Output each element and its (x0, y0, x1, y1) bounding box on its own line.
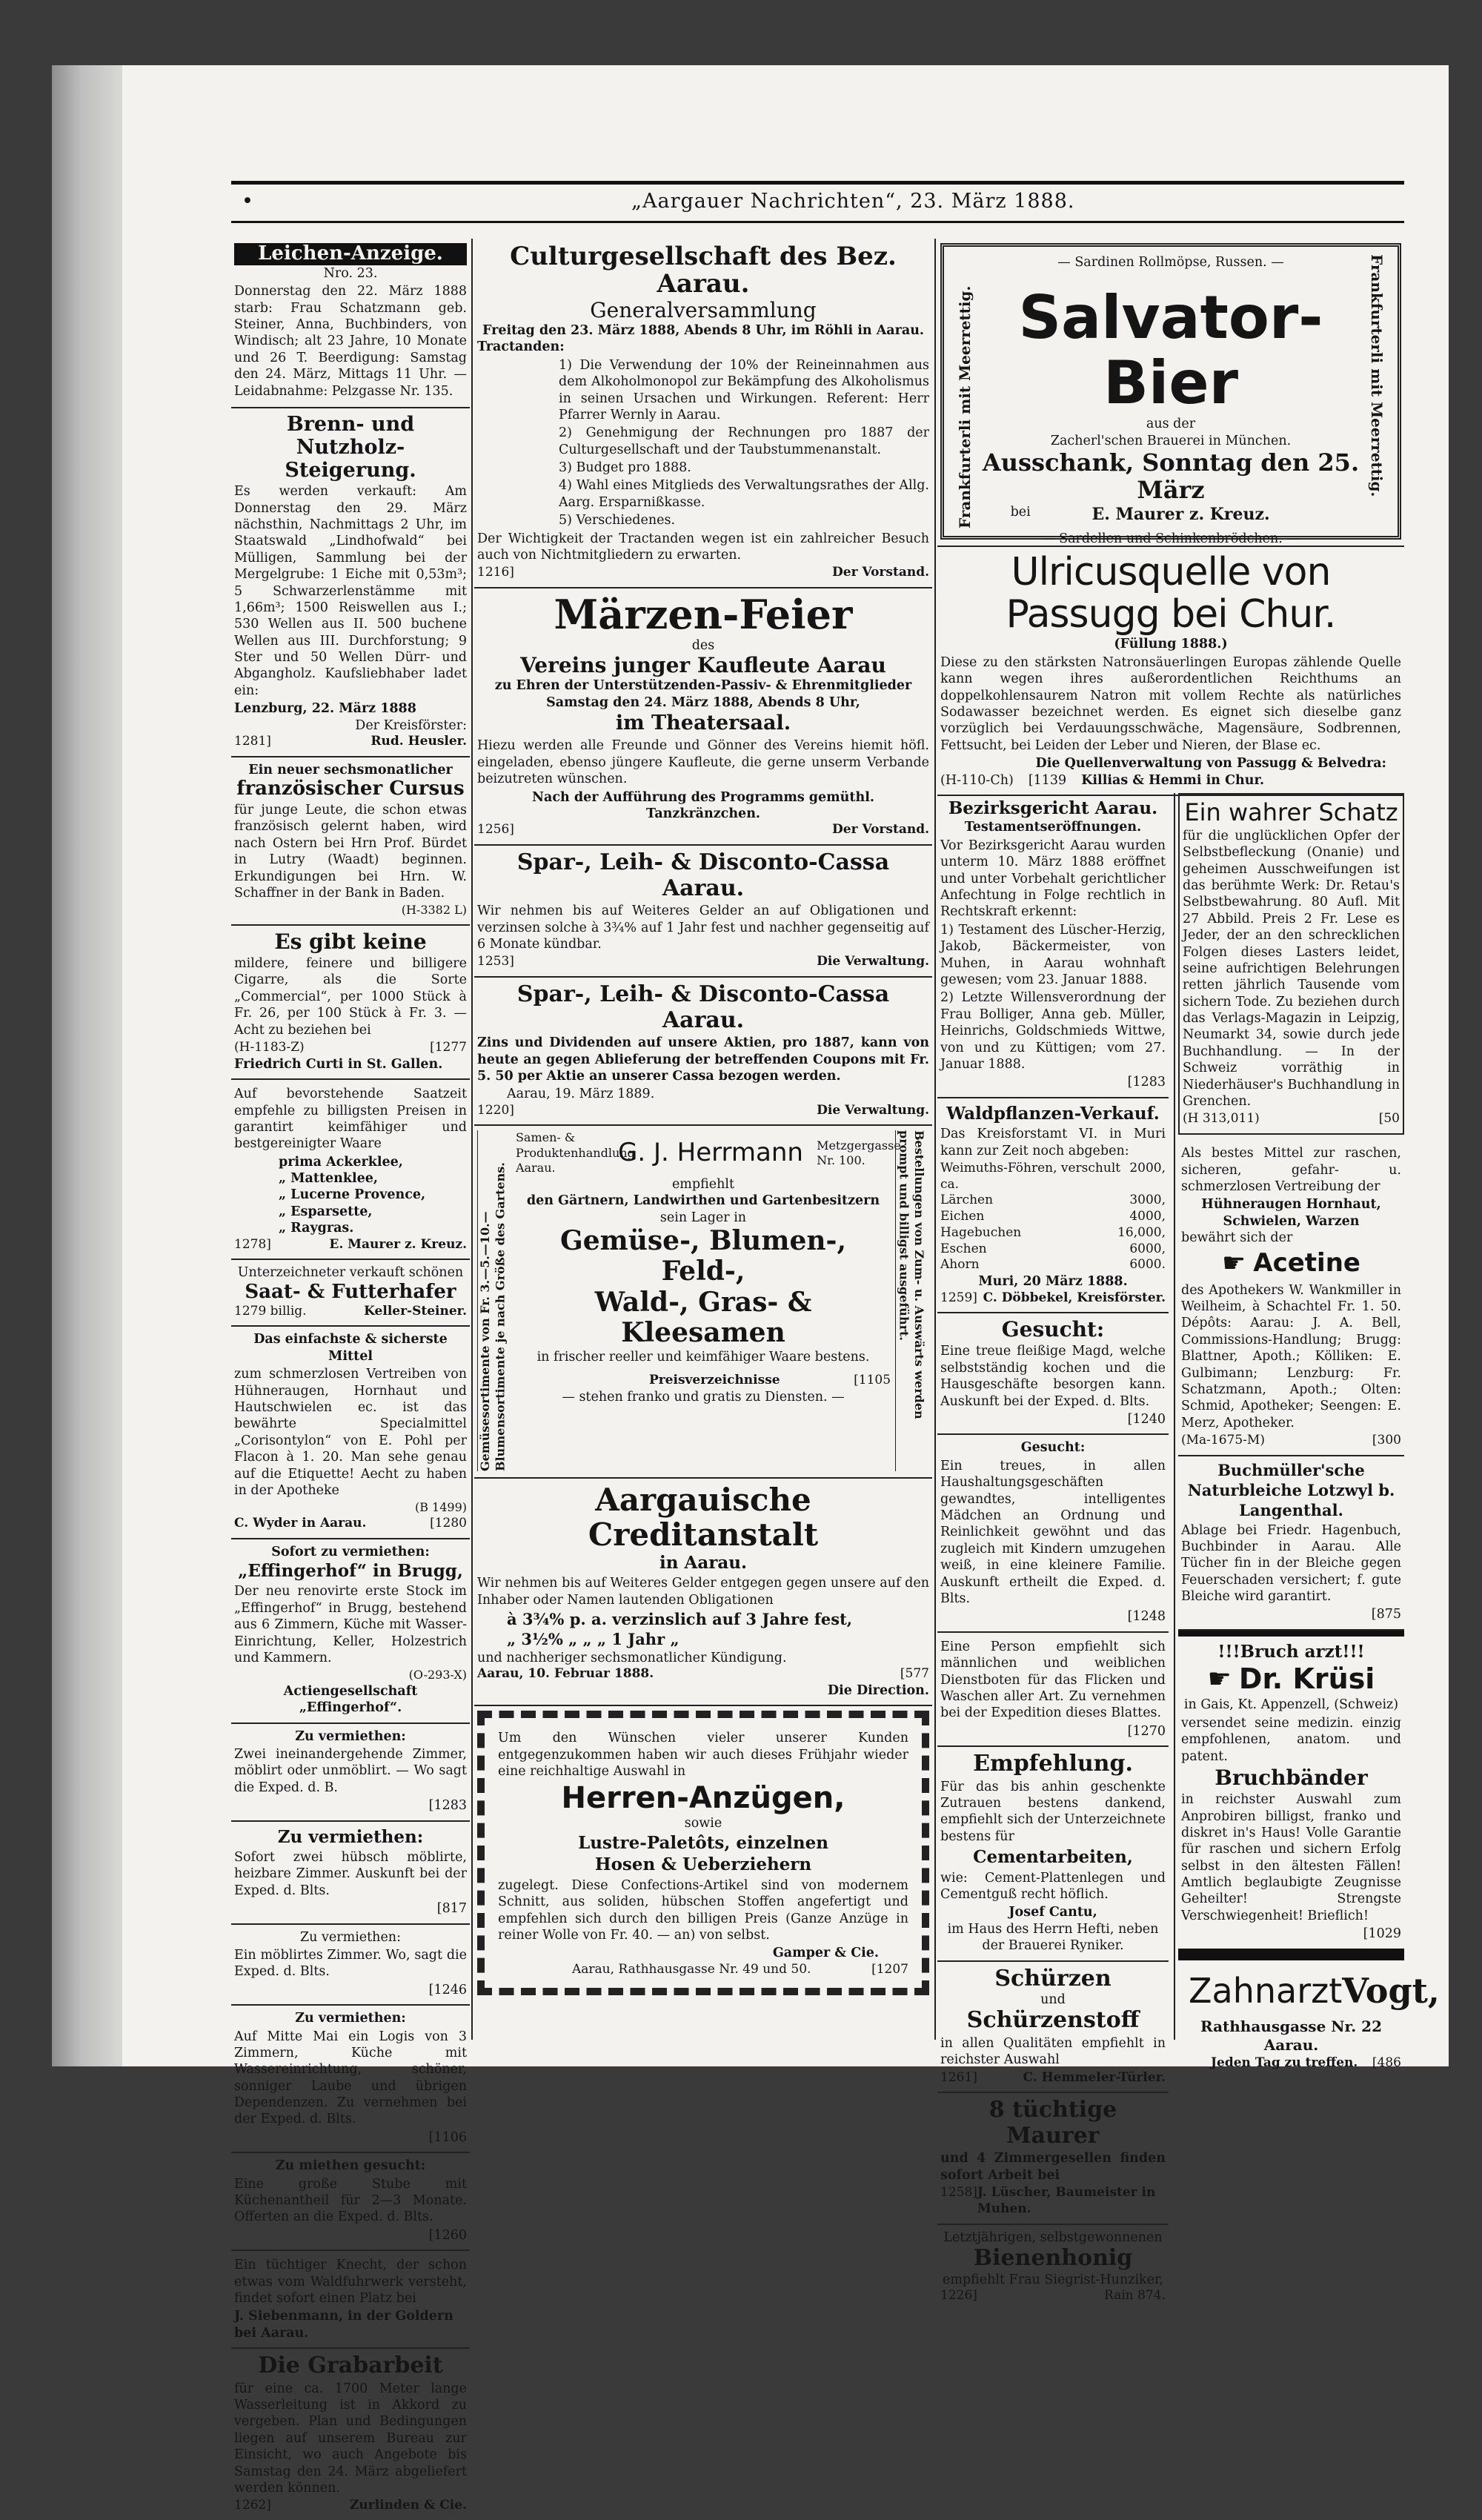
gamper-number: [1207 (871, 1961, 908, 1977)
zahnarzt-number: [486 (1372, 2055, 1401, 2070)
wald-row-value: 2000, (1129, 1160, 1166, 1176)
pointing-hand-icon: ☛ (1222, 1247, 1246, 1279)
ad-waldpflanzen (937, 1098, 1169, 1314)
herrmann-name: G. J. Herrmann (618, 1138, 803, 1168)
column-rule-1 (471, 239, 473, 2040)
acetine-intro: Als bestes Mittel zur raschen, sicheren, gefahr- u. schmerzlosen Vertreibung der (1181, 1146, 1401, 1194)
brenn-name: Rud. Heusler. (370, 734, 467, 749)
leichen-text: Donnerstag den 22. März 1888 starb: Frau Schatzmann geb. Steiner, Anna, Buchbinders, von Windisch; alt 23 Jahre, 10 Monate und 26 T. Beerdigung: Samstag den 24. März, Mittags 11 Uhr. — Leidabnahme: Pelzgasse Nr. 135. (234, 284, 467, 399)
salvator-side-left: Frankfurterli mit Meerrettig. (956, 285, 974, 528)
ulricus-subtitle: (Füllung 1888.) (1114, 637, 1228, 652)
cultur-item: 2) Genehmigung der Rechnungen pro 1887 der Culturgesellschaft und der Taubstummenanstalt. (559, 425, 929, 457)
grab-text: für eine ca. 1700 Meter lange Wasserleitung ist in Akkord zu vergeben. Plan und Bedingungen liegen auf unserem Bureau zur Einsicht, wo auch Angebote bis Samstag den 24. März abgeliefert werden können. (234, 2381, 467, 2496)
ad-salvator (937, 239, 1404, 547)
mittel-code: (B 1499) (414, 1500, 467, 1515)
herrmann-side-right: Bestellungen von Zum- u. Auswärts werden prompt und billigst ausgeführt. (895, 1130, 929, 1471)
gamper-intro: Um den Wünschen vieler unserer Kunden entgegenzukommen haben wir auch dieses Frühjahr wieder eine reichhaltige Auswahl in (498, 1731, 908, 1780)
maerzen-verein: Vereins junger Kaufleute Aarau (520, 652, 886, 677)
credit-rate-2: „ 3½% „ „ „ 1 Jahr „ (507, 1629, 679, 1648)
cultur-item: 1) Die Verwendung der 10% der Reineinnahmen aus dem Alkoholmonopol zur Bekämpfung des Alkoholismus in seinen Ursachen und Wirkungen. Referent: Herr Pfarrer Wernly in Aarau. (559, 357, 929, 422)
effinger-title: Sofort zu vermiethen: (271, 1544, 430, 1559)
bezirk-title: Bezirksgericht Aarau. (948, 798, 1158, 818)
magd-title: Gesucht: (1001, 1317, 1105, 1342)
salvator-event: Ausschank, Sonntag den 25. März (982, 448, 1360, 504)
acetine-number: [300 (1372, 1433, 1401, 1448)
schuerzen-name: C. Hemmeler-Türler. (1023, 2069, 1166, 2085)
maurer-number: 1258] (940, 2185, 977, 2201)
credit-place: Aarau, 10. Februar 1888. (477, 1666, 654, 1682)
schuerzen-title: Schürzen (994, 1965, 1112, 1992)
cultur-note: Der Wichtigkeit der Tractanden wegen ist ein zahlreicher Besuch auch von Nichtmitgliedern zu erwarten. (477, 531, 929, 563)
brenn-place: Lenzburg, 22. März 1888 (234, 701, 416, 717)
cultur-item: 4) Wahl eines Mitglieds des Verwaltungsrathes der Allg. Aarg. Ersparnißkasse. (559, 478, 929, 510)
maurer-title: 8 tüchtige Maurer (988, 2097, 1117, 2149)
maerzen-text: Hiezu werden alle Freunde und Gönner des Vereins hiemit höfl. eingeladen, ebenso jüngere Kaufleute, die gerne unserm Verbande beizutreten wünschen. (477, 738, 929, 787)
salvator-top: — Sardinen Rollmöpse, Russen. — (1057, 255, 1284, 270)
effinger-subtitle: „Effingerhof“ in Brugg, (238, 1560, 463, 1581)
magd-number: [1240 (1127, 1412, 1166, 1428)
credit-after: und nachheriger sechsmonatlicher Kündigung. (477, 1650, 787, 1665)
gamper-chain-frame (477, 1711, 929, 1995)
herrmann-right-top: Metzgergasse Nr. 100. (817, 1138, 901, 1168)
cultur-item: 3) Budget pro 1888. (559, 460, 691, 476)
magd-text: Eine treue fleißige Magd, welche selbstständig kochen und die Hausgeschäfte besorgen kann. Auskunft bei der Exped. d. Blts. (940, 1344, 1166, 1409)
bezirk-text: Vor Bezirksgericht Aarau wurden unterm 10. März 1888 eröffnet und unter Vorbehalt gerichtlicher Anfechtung in Folge rechtlich in Rechtskraft erkennt: (940, 838, 1166, 920)
herrmann-seeds-1: Gemüse-, Blumen-, Feld-, (559, 1225, 846, 1287)
cigarre-text: mildere, feinere und billigere Cigarre, als die Sorte „Commercial“, per 1000 Stück à Fr. 26, per 100 Stück à Fr. 3. — Acht zu beziehen bei (234, 956, 467, 1038)
empf-sub: Cementarbeiten, (973, 1847, 1133, 1868)
spar2-number: 1220] (477, 1102, 514, 1118)
acetine-text: des Apothekers W. Wankmiller in Weilheim, à Schachtel Fr. 1. 50. Dépôts: Aarau: J. A. Bell, Commissions-Handlung; Brugg: Blattner, Apoth.; Kölliken: E. Gulbimann; Lenzburg: Fr. Schatzmann, Apoth.; Olten: Schmid, Apotheker; Seengen: E. Merz, Apotheker. (1181, 1282, 1401, 1430)
grab-number: 1262] (234, 2498, 271, 2513)
verm2-title: Zu vermiethen: (277, 1826, 424, 1847)
header-rule-top (231, 181, 1404, 185)
honig-title: Bienenhonig (973, 2245, 1133, 2272)
credit-number: [577 (900, 1666, 929, 1682)
ulricus-code: (H-110-Ch) (940, 772, 1014, 788)
spar2-place: Aarau, 19. März 1889. (507, 1087, 655, 1102)
brenn-text: Es werden verkauft: Am Donnerstag den 29. März nächsthin, Nachmittags 2 Uhr, im Staatswald „Lindhofwald“ bei Mülligen, Sammlung bei der Mergelgrube: 1 Eiche mit 0,53m³; 5 Schwarzerlenstämme mit 1,66m³; 1500 Reiswellen aus I.; 530 Wellen aus II. 500 buchene Wellen aus III. Durchforstung; 9 Ster und 50 Wellen Dürr- und Abgangholz. Kaufsliebhaber ladet ein: (234, 484, 467, 698)
schuerzen-und: und (1040, 1992, 1066, 2008)
saatzeit-item: „ Lucerne Provence, (279, 1187, 426, 1203)
spar1-text: Wir nehmen bis auf Weiteres Gelder an auf Obligationen und verzinsen solche à 3¾% auf 1 Jahr fest und nachher gegenseitig auf 6 Monate kündbar. (477, 903, 929, 952)
schuerzen-number: 1261] (940, 2069, 977, 2085)
ad-empfehlung (937, 1747, 1169, 1961)
maedchen-text: Ein treues, in allen Haushaltungsgeschäften gewandtes, intelligentes Mädchen an Ordnung und Reinlichkeit gewöhnt und das zugleich mit Kindern umzugehen weiß, in eine kleinere Familie. Auskunft ertheilt die Exped. d. Blts. (940, 1458, 1166, 1606)
honig-address: Rain 874. (1104, 2288, 1166, 2304)
ad-effingerhof (231, 1539, 470, 1724)
column-rule-2 (934, 239, 936, 2040)
mittel-text: zum schmerzlosen Vertreiben von Hühneraugen, Hornhaut und Hautschwielen ec. ist das bewährte Specialmittel „Corisontylon“ von E. Pohl per Flacon à 1. 20. Man sehe genau auf die Etiquette! Aecht zu haben in der Apotheke (234, 1367, 467, 1498)
hafer-intro: Unterzeichneter verkauft schönen (237, 1265, 464, 1281)
nachfrage-text: Eine Person empfiehlt sich männlichen und weiblichen Dienstboten für das Flicken und Waschen aller Art. Zu vernehmen bei der Expedition dieses Blattes. (940, 1639, 1166, 1721)
cursus-title: französischer Cursus (236, 777, 465, 800)
wald-row-value: 3000, (1129, 1193, 1166, 1208)
saatzeit-number: 1278] (234, 1236, 271, 1252)
hafer-name: Keller-Steiner. (364, 1303, 467, 1319)
cursus-intro: Ein neuer sechsmonatlicher (248, 762, 453, 777)
gamper-address: Aarau, Rathhausgasse Nr. 49 und 50. (572, 1961, 811, 1977)
kruesi-title: Bruchbänder (1214, 1765, 1368, 1790)
ad-bruchbaender (1178, 1631, 1404, 1954)
effinger-text: Der neu renovirte erste Stock im „Effingerhof“ in Brugg, bestehend aus 6 Zimmern, Küche mit Wasser-Einrichtung, Keller, Holzestrich und Kammern. (234, 1584, 467, 1665)
maerzen-des: des (691, 637, 715, 653)
wald-name: C. Döbbekel, Kreisförster. (983, 1290, 1166, 1305)
credit-signer: Die Direction. (827, 1682, 929, 1698)
ad-grabarbeit (231, 2349, 470, 2520)
kruesi-text-2: in reichster Auswahl zum Anprobiren billigst, franko und diskret in's Haus! Volle Garantie für raschen und sichern Erfolg selbst in den ältesten Fällen! Amtlich beglaubigte Zeugnisse Geheilter! Strengste Verschwiegenheit! Brieflich! (1181, 1792, 1401, 1923)
ad-leichen (231, 239, 470, 408)
maerzen-number: 1256] (477, 822, 514, 838)
salvator-bottom: — Sardellen und Schinkenbrödchen. — (1042, 531, 1300, 546)
column-1 (231, 239, 470, 2520)
column-rule-3 (1174, 793, 1175, 2040)
verm1-number: [1283 (428, 1798, 467, 1814)
column-3 (937, 793, 1169, 2310)
grab-name: Zurlinden & Cie. (350, 2498, 467, 2513)
ad-bienenhonig (937, 2225, 1169, 2310)
credit-place-title: in Aarau. (659, 1552, 747, 1573)
ad-mittel (231, 1327, 470, 1539)
gamper-name: Gamper & Cie. (772, 1946, 879, 1961)
salvator-host: E. Maurer z. Kreuz. (1091, 504, 1270, 524)
kruesi-top: !!!Bruch arzt!!! (1217, 1641, 1365, 1662)
pointing-hand-icon: ☛ (1207, 1664, 1232, 1695)
ad-zu-miethen-gesucht (231, 2153, 470, 2251)
acetine-sub: Hühneraugen Hornhaut, Schwielen, Warzen (1201, 1197, 1381, 1229)
empf-address: im Haus des Herrn Hefti, neben der Brauerei Ryniker. (947, 1921, 1159, 1954)
empf-text: Für das bis anhin geschenkte Zutrauen bestens dankend, empfiehlt sich der Unterzeichnete bestens für (940, 1779, 1166, 1844)
ulricus-text: Diese zu den stärksten Natronsäuerlingen Europas zählende Quelle kann wegen ihres außerordentlichen Reichthums an doppelkohlensaurem Natron mit vollem Rechte als natürliches Sodawasser bezeichnet werden. Es eignet sich dieselbe ganz vorzüglich bei Verdauungsschwäche, Magensäure, Sodbrennen, Fettsucht, bei Leiden der Leber und Nieren, der Blase ec. (940, 654, 1401, 753)
hafer-number: 1279 billig. (234, 1303, 307, 1319)
newspaper-header (231, 190, 1404, 219)
cursus-code: (H-3382 L) (401, 903, 467, 918)
ad-herrmann (474, 1126, 932, 1479)
saatzeit-text: Auf bevorstehende Saatzeit empfehle zu billigsten Preisen in garantirt keimfähiger und bestgereinigter Waare (234, 1087, 467, 1152)
saatzeit-item: „ Mattenklee, (279, 1171, 379, 1187)
maurer-text: und 4 Zimmergesellen finden sofort Arbeit bei (940, 2151, 1166, 2183)
gamper-line-1: Lustre-Paletôts, einzelnen (578, 1832, 828, 1853)
schatz-code: (H 313,011) (1183, 1111, 1260, 1127)
credit-title: Aargauische Creditanstalt (588, 1482, 819, 1553)
maedchen-title: Gesucht: (1020, 1440, 1086, 1456)
effinger-code: (O-293-X) (408, 1668, 467, 1682)
ad-naturbleiche (1178, 1456, 1404, 1631)
gamper-sowie: sowie (684, 1816, 722, 1831)
salvator-title: Salvator-Bier (1018, 283, 1323, 418)
wald-text: Das Kreisforstamt VI. in Muri kann zur Zeit noch abgeben: (940, 1127, 1166, 1158)
verm4-text: Auf Mitte Mai ein Logis von 3 Zimmern, Küche mit Wassereinrichtung, schöner, sonniger Laube und übrigen Dependenzen. Zu vernehmen bei der Exped. d. Blts. (234, 2029, 467, 2127)
herrmann-quality: in frischer reeller und keimfähiger Waare bestens. (536, 1349, 870, 1365)
knecht-text: Ein tüchtiger Knecht, der schon etwas vom Waldfuhrwerk versteht, findet sofort einen Platz bei (234, 2258, 467, 2306)
verm1-text: Zwei ineinandergehende Zimmer, möblirt oder unmöblirt. — Wo sagt die Exped. d. B. (234, 1746, 467, 1795)
ad-creditanstalt (474, 1479, 932, 1706)
wald-row-label: Eschen (940, 1241, 987, 1256)
wald-row-value: 6000, (1129, 1241, 1166, 1256)
wald-row-label: Lärchen (940, 1193, 994, 1208)
saatzeit-item: prima Ackerklee, (279, 1154, 403, 1170)
ad-vermiethen-1 (231, 1724, 470, 1822)
cigarre-title: Es gibt keine (274, 929, 427, 954)
wald-number: 1259] (940, 1290, 977, 1305)
ad-vermiethen-3 (231, 1925, 470, 2006)
cultur-date: Freitag den 23. März 1888, Abends 8 Uhr, im Röhli in Aarau. (482, 322, 925, 338)
bezirk-item-2: 2) Letzte Willensverordnung der Frau Bolliger, Anna geb. Müller, Heinrichs, Goldschmieds Wittwe, von und zu Küttigen; vom 27. Januar 1888. (940, 990, 1166, 1072)
leichen-title: Leichen-Anzeige. (234, 243, 467, 265)
maerzen-after: Nach der Aufführung des Programms gemüthl. Tanzkränzchen. (532, 789, 874, 822)
ad-maurer (937, 2093, 1169, 2224)
kruesi-text: versendet seine medizin. einzig empfohlenen, anatom. und patent. (1181, 1715, 1401, 1764)
honig-number: 1226] (940, 2288, 977, 2304)
schatz-text: für die unglücklichen Opfer der Selbstbefleckung (Onanie) und geheimen Ausschweifungen ist das berühmte Werk: Dr. Retau's Selbstbewahrung. 80 Aufl. Mit 27 Abbild. Preis 2 Fr. Lese es Jeder, der an den schrecklichen Folgen dieses Lasters leidet, seine aufrichtigen Belehrungen retten jährlich Tausende vom sichern Tode. Zu beziehen durch das Verlags-Magazin in Leipzig, Neumarkt 34, sowie durch jede Buchhandlung. — In der Schweiz vorräthig in Niederhäuser's Buchhandlung in Grenchen. (1183, 828, 1400, 1110)
empf-title: Empfehlung. (973, 1751, 1133, 1777)
honig-intro: Letztjährigen, selbstgewonnenen (943, 2229, 1163, 2245)
maurer-name: J. Lüscher, Baumeister in Muhen. (977, 2185, 1156, 2216)
ulricus-name: Killias & Hemmi in Chur. (1081, 772, 1265, 788)
cultur-signer: Der Vorstand. (832, 565, 929, 580)
herrmann-recommends: empfiehlt (671, 1176, 735, 1192)
cultur-number: 1216] (477, 565, 514, 580)
gesucht-text: Eine große Stube mit Küchenantheil für 2—3 Monate. Offerten an die Exped. d. Blts. (234, 2176, 467, 2225)
gamper-text: zugelegt. Diese Confections-Artikel sind von modernem Schnitt, aus soliden, hübschen Stoffen angefertigt und empfehlen sich durch den billigen Preis (Ganze Anzüge in reiner Wolle von Fr. 40. — an) von selbst. (498, 1877, 908, 1943)
ad-zahnarzt (1178, 1954, 1440, 2078)
ad-brennholz (231, 408, 470, 757)
saatzeit-name: E. Maurer z. Kreuz. (329, 1236, 467, 1252)
spar1-title: Spar-, Leih- & Disconto-Cassa Aarau. (516, 849, 890, 901)
verm3-text: Ein möblirtes Zimmer. Wo, sagt die Exped. d. Blts. (234, 1947, 467, 1980)
column-4 (1178, 793, 1440, 2077)
ad-bezirksgericht (937, 793, 1169, 1098)
wald-title: Waldpflanzen-Verkauf. (946, 1103, 1160, 1124)
hafer-title: Saat- & Futterhafer (245, 1280, 456, 1303)
zahnarzt-name: Vogt, (1342, 1970, 1440, 2011)
ad-spar-cassa-1 (474, 846, 932, 978)
gesucht-number: [1260 (428, 2227, 467, 2243)
ad-culturgesellschaft (474, 239, 932, 588)
spar1-number: 1253] (477, 954, 514, 969)
ad-schuerzen (937, 1962, 1169, 2094)
brenn-number: 1281] (234, 734, 271, 749)
schatz-title: Ein wahrer Schatz (1184, 798, 1398, 826)
maerzen-honor: zu Ehren der Unterstützenden-Passiv- & Ehrenmitglieder (494, 678, 912, 694)
ad-magd-gesucht (937, 1313, 1169, 1435)
herrmann-left-top: Samen- & Produktenhandlung Aarau. (515, 1130, 635, 1176)
mittel-name: C. Wyder in Aarau. (234, 1515, 367, 1531)
wald-row-value: 16,000, (1117, 1224, 1166, 1240)
herrmann-franco: — stehen franko und gratis zu Diensten. — (562, 1389, 845, 1405)
cultur-title: Culturgesellschaft des Bez. Aarau. (510, 242, 897, 299)
ad-cigarre (231, 926, 470, 1080)
empf-name: Josef Cantu, (1009, 1905, 1097, 1920)
credit-rate-1: à 3¾% p. a. verzinslich auf 3 Jahre fest, (507, 1610, 853, 1629)
schuerzen-text: in allen Qualitäten empfiehlt in reichster Auswahl (940, 2035, 1166, 2068)
header-title: „Aargauer Nachrichten“, 23. März 1888. (631, 190, 1075, 213)
empf-text-2: wie: Cement-Plattenlegen und Cementguß recht höflich. (940, 1870, 1166, 1902)
acetine-title: Acetine (1253, 1248, 1360, 1279)
ad-saatzeit (231, 1080, 470, 1260)
ad-flicken (937, 1633, 1169, 1747)
wald-row-label: Eichen (940, 1209, 985, 1224)
nachfrage-number: [1270 (1127, 1723, 1166, 1739)
herrmann-lager: sein Lager in (659, 1210, 747, 1225)
acetine-code: (Ma-1675-M) (1181, 1433, 1265, 1448)
zahnarzt-address: Rathhausgasse Nr. 22 Aarau. (1200, 2017, 1382, 2055)
maerzen-date: Samstag den 24. März 1888, Abends 8 Uhr, (546, 694, 860, 710)
ad-vermiethen-4 (231, 2006, 470, 2153)
ad-maedchen-gesucht (937, 1435, 1169, 1632)
spar2-signer: Die Verwaltung. (817, 1102, 929, 1118)
wald-row-label: Hagebuchen (940, 1224, 1022, 1240)
spar1-signer: Die Verwaltung. (817, 954, 929, 969)
kruesi-place: in Gais, Kt. Appenzell, (Schweiz) (1183, 1697, 1399, 1713)
verm3-number: [1246 (428, 1982, 467, 1997)
knecht-name: J. Siebenmann, in der Goldern bei Aarau. (234, 2309, 453, 2341)
salvator-from: aus der (1146, 417, 1196, 432)
header-rule-bottom (231, 221, 1404, 223)
grab-title: Die Grabarbeit (258, 2352, 443, 2379)
ad-ulricusquelle (937, 547, 1404, 796)
cultur-subtitle: Generalversammlung (590, 297, 817, 322)
honig-text: empfiehlt Frau Siegrist-Hunziker, (942, 2272, 1164, 2287)
column-3-4-top (937, 239, 1404, 796)
acetine-bewaehrt: bewährt sich der (1181, 1230, 1293, 1246)
page-edge (52, 65, 122, 2066)
zahnarzt-label: Zahnarzt (1189, 1970, 1343, 2011)
bleiche-text: Ablage bei Friedr. Hagenbuch, Buchbinder in Aarau. Alle Tücher fin in der Bleiche gegen Feuerschaden versichert; f. gute Bleiche wird garantirt. (1181, 1522, 1401, 1605)
schatz-number: [50 (1378, 1111, 1400, 1127)
credit-text: Wir nehmen bis auf Weiteres Gelder entgegen gegen unsere auf den Inhaber oder Namen lautenden Obligationen (477, 1576, 929, 1608)
saatzeit-item: „ Raygras. (279, 1221, 354, 1236)
maerzen-title: Märzen-Feier (554, 591, 853, 639)
verm3-title: Zu vermiethen: (300, 1929, 401, 1945)
bezirk-subtitle: Testamentseröffnungen. (964, 820, 1142, 835)
cultur-item: 5) Verschiedenes. (559, 513, 676, 528)
verm1-title: Zu vermiethen: (295, 1728, 406, 1744)
header-bullet: • (242, 190, 253, 213)
ulricus-admin: Die Quellenverwaltung von Passugg & Belvedra: (1035, 756, 1386, 772)
saatzeit-item: „ Esparsette, (279, 1204, 373, 1219)
ad-knecht (231, 2251, 470, 2349)
schuerzen-title-2: Schürzenstoff (966, 2007, 1140, 2034)
bleiche-title: Buchmüller'sche Naturbleiche Lotzwyl b. Langenthal. (1187, 1460, 1395, 1519)
verm2-text: Sofort zwei hübsch möblirte, heizbare Zimmer. Auskunft bei der Exped. d. Blts. (234, 1849, 467, 1898)
ad-acetine (1178, 1139, 1404, 1456)
salvator-bei: bei (1010, 504, 1031, 520)
cultur-label: Tractanden: (477, 339, 565, 355)
cigarre-code: (H-1183-Z) (234, 1040, 305, 1055)
bleiche-number: [875 (1371, 1607, 1401, 1622)
herrmann-side-left: Gemüsesortimente von Fr. 3.—5.—10.— Blumensortimente je nach Größe des Gartens. (477, 1130, 511, 1471)
wald-place: Muri, 20 März 1888. (978, 1274, 1128, 1290)
spar2-title: Spar-, Leih- & Disconto-Cassa Aarau. (516, 981, 890, 1033)
ulricus-title: Ulricusquelle von Passugg bei Chur. (1006, 550, 1336, 637)
mittel-title: Das einfachste & sicherste Mittel (253, 1332, 448, 1364)
verm4-number: [1106 (428, 2129, 467, 2145)
gamper-line-2: Hosen & Ueberziehern (594, 1854, 812, 1875)
ad-maerzenfeier (474, 588, 932, 846)
cigarre-number: [1277 (430, 1040, 467, 1055)
kruesi-name: Dr. Krüsi (1238, 1662, 1375, 1696)
wald-row-label: Weimuths-Föhren, verschult ca. (940, 1160, 1121, 1192)
ulricus-number: [1139 (1028, 772, 1067, 788)
verm2-number: [817 (436, 1901, 467, 1917)
bezirk-number: [1283 (1127, 1075, 1166, 1090)
column-2 (474, 239, 932, 2001)
brenn-signer: Der Kreisförster: (355, 717, 467, 733)
herrmann-to: den Gärtnern, Landwirthen und Gartenbesitzern (526, 1193, 880, 1209)
maedchen-number: [1248 (1127, 1609, 1166, 1625)
herrmann-seeds-2: Wald-, Gras- & Kleesamen (594, 1286, 812, 1349)
ad-wahrer-schatz (1178, 793, 1404, 1135)
kruesi-number: [1029 (1363, 1926, 1401, 1942)
verm4-title: Zu vermiethen: (295, 2011, 406, 2026)
maerzen-signer: Der Vorstand. (832, 822, 929, 838)
ad-vermiethen-2 (231, 1822, 470, 1925)
effinger-name: Actiengesellschaft „Effingerhof“. (283, 1683, 418, 1716)
maerzen-place: im Theatersaal. (615, 711, 791, 735)
wald-row-value: 6000. (1129, 1257, 1166, 1273)
herrmann-price: Preisverzeichnisse (648, 1372, 780, 1387)
wald-row-value: 4000, (1129, 1209, 1166, 1224)
gesucht-title: Zu miethen gesucht: (275, 2158, 426, 2174)
salvator-brewery: Zacherl'schen Brauerei in München. (1050, 433, 1292, 448)
gamper-title: Herren-Anzügen, (561, 1781, 845, 1816)
mittel-number: [1280 (430, 1515, 467, 1531)
wald-row-label: Ahorn (940, 1257, 980, 1273)
cursus-text: für junge Leute, die schon etwas französisch gelernt haben, wird nach Ostern bei Hrn Prof. Bürdet in Lutry (Waadt) beginnen. Erkundigungen bei Hrn. W. Schaffner in der Bank in Baden. (234, 803, 467, 901)
ad-spar-cassa-2 (474, 978, 932, 1126)
zahnarzt-days: Jeden Tag zu treffen. (1211, 2055, 1358, 2070)
leichen-number: Nro. 23. (323, 265, 378, 281)
spar2-text: Zins und Dividenden auf unsere Aktien, pro 1887, kann von heute an gegen Ablieferung der betreffenden Coupons mit Fr. 5. 50 per Aktie an unserer Cassa bezogen werden. (477, 1035, 929, 1084)
salvator-side-right: Frankfurterli mit Meerrettig. (1368, 254, 1386, 497)
ad-gamper (474, 1706, 932, 2001)
ad-hafer (231, 1260, 470, 1327)
cigarre-name: Friedrich Curti in St. Gallen. (234, 1056, 443, 1072)
bezirk-item-1: 1) Testament des Lüscher-Herzig, Jakob, Bäckermeister, von Muhen, in Aarau wohnhaft gewesen; vom 23. Januar 1888. (940, 922, 1166, 987)
brenn-title: Brenn- und Nutzholz-Steigerung. (285, 413, 416, 483)
herrmann-number: [1105 (854, 1372, 891, 1387)
ad-cursus (231, 757, 470, 926)
